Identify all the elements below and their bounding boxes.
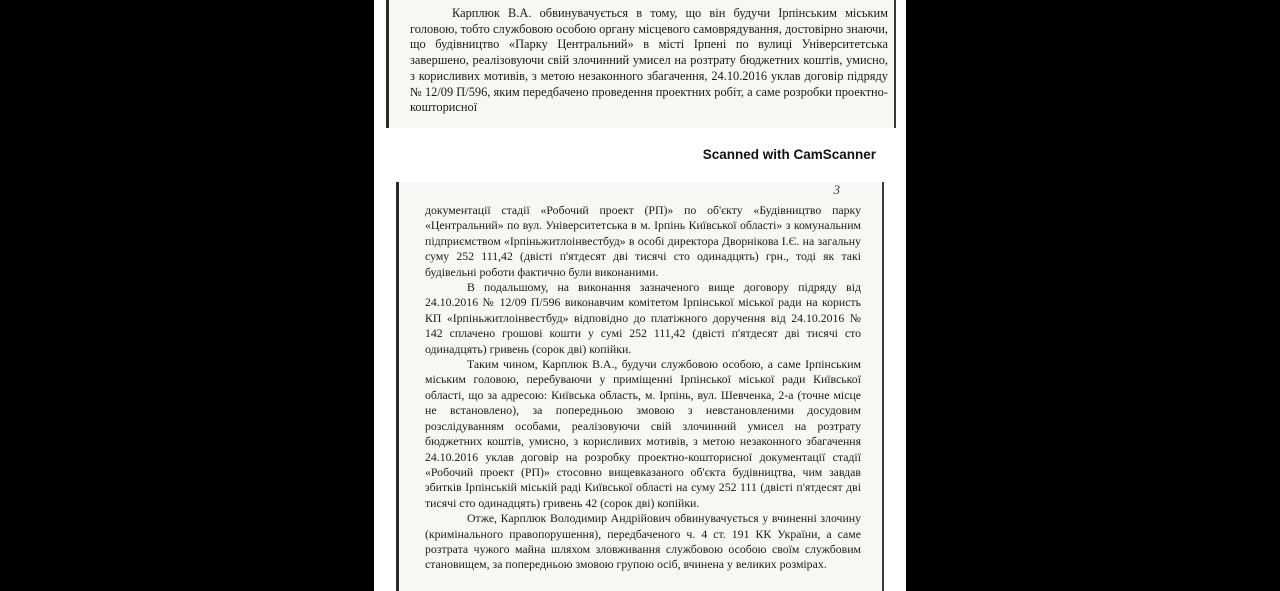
paragraph: Карплюк В.А. обвинувачується в тому, що він будучи Ірпінським міським головою, тобто службовою особою органу місцевого самоврядування, достовірно знаючи, що будівництво «Парку Центральний» в місті Ірпені по вулиці Університетська завершено, реалізовуючи свій злочинний умисел на розтрату бюджетних коштів, умисно, з корисливих мотивів, з метою незаконного збагачення, 24.10.2016 уклав договір підряду № 12/09 П/596, яким передбачено проведення проектних робіт, а саме розробки проектно-кошторисної (410, 6, 888, 115)
page-text (425, 203, 861, 573)
page-text (410, 6, 888, 116)
document-viewer (374, 0, 906, 591)
paragraph: Таким чином, Карплюк В.А., будучи службовою особою, а саме Ірпінським міським головою, перебуваючи у приміщенні Ірпінської міської ради Київської області, що за адресою: Київська область, м. Ірпінь, вул. Шевченка, 2-а (точне місце не встановлено), за попередньою змовою з невстановленими досудовим розслідуванням особами, реалізовуючи свій злочинний умисел на розтрату бюджетних коштів, умисно, з корисливих мотивів, з метою незаконного збагачення 24.10.2016 уклав договір на розробку проектно-кошторисної документації стадії «Робочий проект (РП)» стосовно вищевказаного об'єкта будівництва, чим завдав збитків Ірпінській міській раді Київської області на суму 252 111 (двісті п'ятдесят дві тисячі сто одинадцять) гривень 42 (сорок дві) копійки. (425, 357, 861, 510)
page-edge-left (386, 0, 389, 128)
page-number: 3 (833, 182, 840, 197)
page-edge-right (894, 0, 896, 128)
camscanner-watermark: Scanned with CamScanner (702, 147, 876, 162)
scanned-page-top (386, 0, 896, 128)
scanned-page-bottom (396, 182, 884, 591)
page-edge-left (396, 182, 399, 591)
page-edge-right (882, 182, 884, 591)
paragraph: В подальшому, на виконання зазначеного вище договору підряду від 24.10.2016 № 12/09 П/596 виконавчим комітетом Ірпінської міської ради на користь КП «Ірпіньжитлоінвестбуд» відповідно до платіжного доручення від 24.10.2016 № 142 сплачено грошові кошти у сумі 252 111,42 (двісті п'ятдесят дві тисячі сто одинадцять) гривень (сорок дві) копійки. (425, 280, 861, 356)
paragraph: Отже, Карплюк Володимир Андрійович обвинувачується у вчиненні злочину (кримінального правопорушення), передбаченого ч. 4 ст. 191 КК України, а саме розтрата чужого майна шляхом зловживання службовою особою своїм службовим становищем, за попередньою змовою групою осіб, вчинена у великих розмірах. (425, 511, 861, 572)
camscanner-watermark-bar (374, 128, 906, 182)
paragraph: документації стадії «Робочий проект (РП)» по об'єкту «Будівництво парку «Центральний» по вул. Університетська в м. Ірпінь Київської області» з комунальним підприємством «Ірпіньжитлоінвестбуд» в особі директора Дворнікова І.Є. на загальну суму 252 111,42 (двісті п'ятдесят дві тисячі сто одинадцять) грн., тоді як такі будівельні роботи фактично були виконаними. (425, 203, 861, 279)
